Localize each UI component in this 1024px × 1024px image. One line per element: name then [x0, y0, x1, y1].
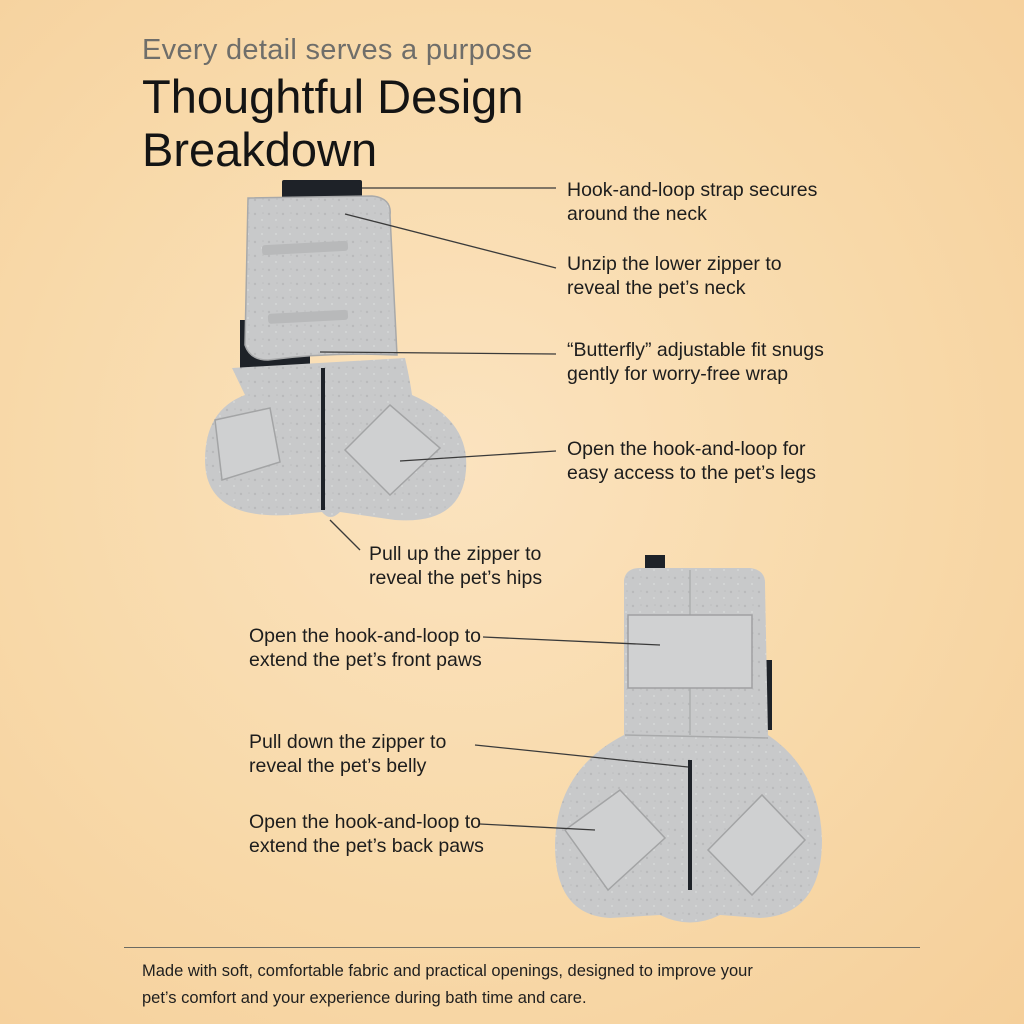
footer-divider	[124, 947, 920, 948]
callout-belly-zipper: Pull down the zipper to reveal the pet’s belly	[249, 731, 447, 777]
subtitle: Every detail serves a purpose	[142, 34, 533, 66]
callout-neck-strap: Hook-and-loop strap secures around the neck	[567, 179, 818, 225]
bottom-garment-image	[555, 555, 822, 923]
callout-front-paws: Open the hook-and-loop to extend the pet’s front paws	[249, 625, 482, 671]
page-title: Thoughtful Design Breakdown	[142, 70, 524, 176]
callout-hip-zipper: Pull up the zipper to reveal the pet’s hips	[369, 543, 543, 589]
callout-leg-access: Open the hook-and-loop for easy access to the pet’s legs	[567, 438, 816, 484]
top-garment-image	[205, 180, 466, 520]
callout-back-paws: Open the hook-and-loop to extend the pet’s back paws	[249, 811, 484, 857]
footer-text: Made with soft, comfortable fabric and practical openings, designed to improve your pet’s comfort and your experience during bath time and care.	[142, 962, 753, 1007]
callout-butterfly-fit: “Butterfly” adjustable fit snugs gently for worry-free wrap	[567, 339, 824, 385]
callout-lower-zipper: Unzip the lower zipper to reveal the pet’s neck	[567, 253, 782, 299]
